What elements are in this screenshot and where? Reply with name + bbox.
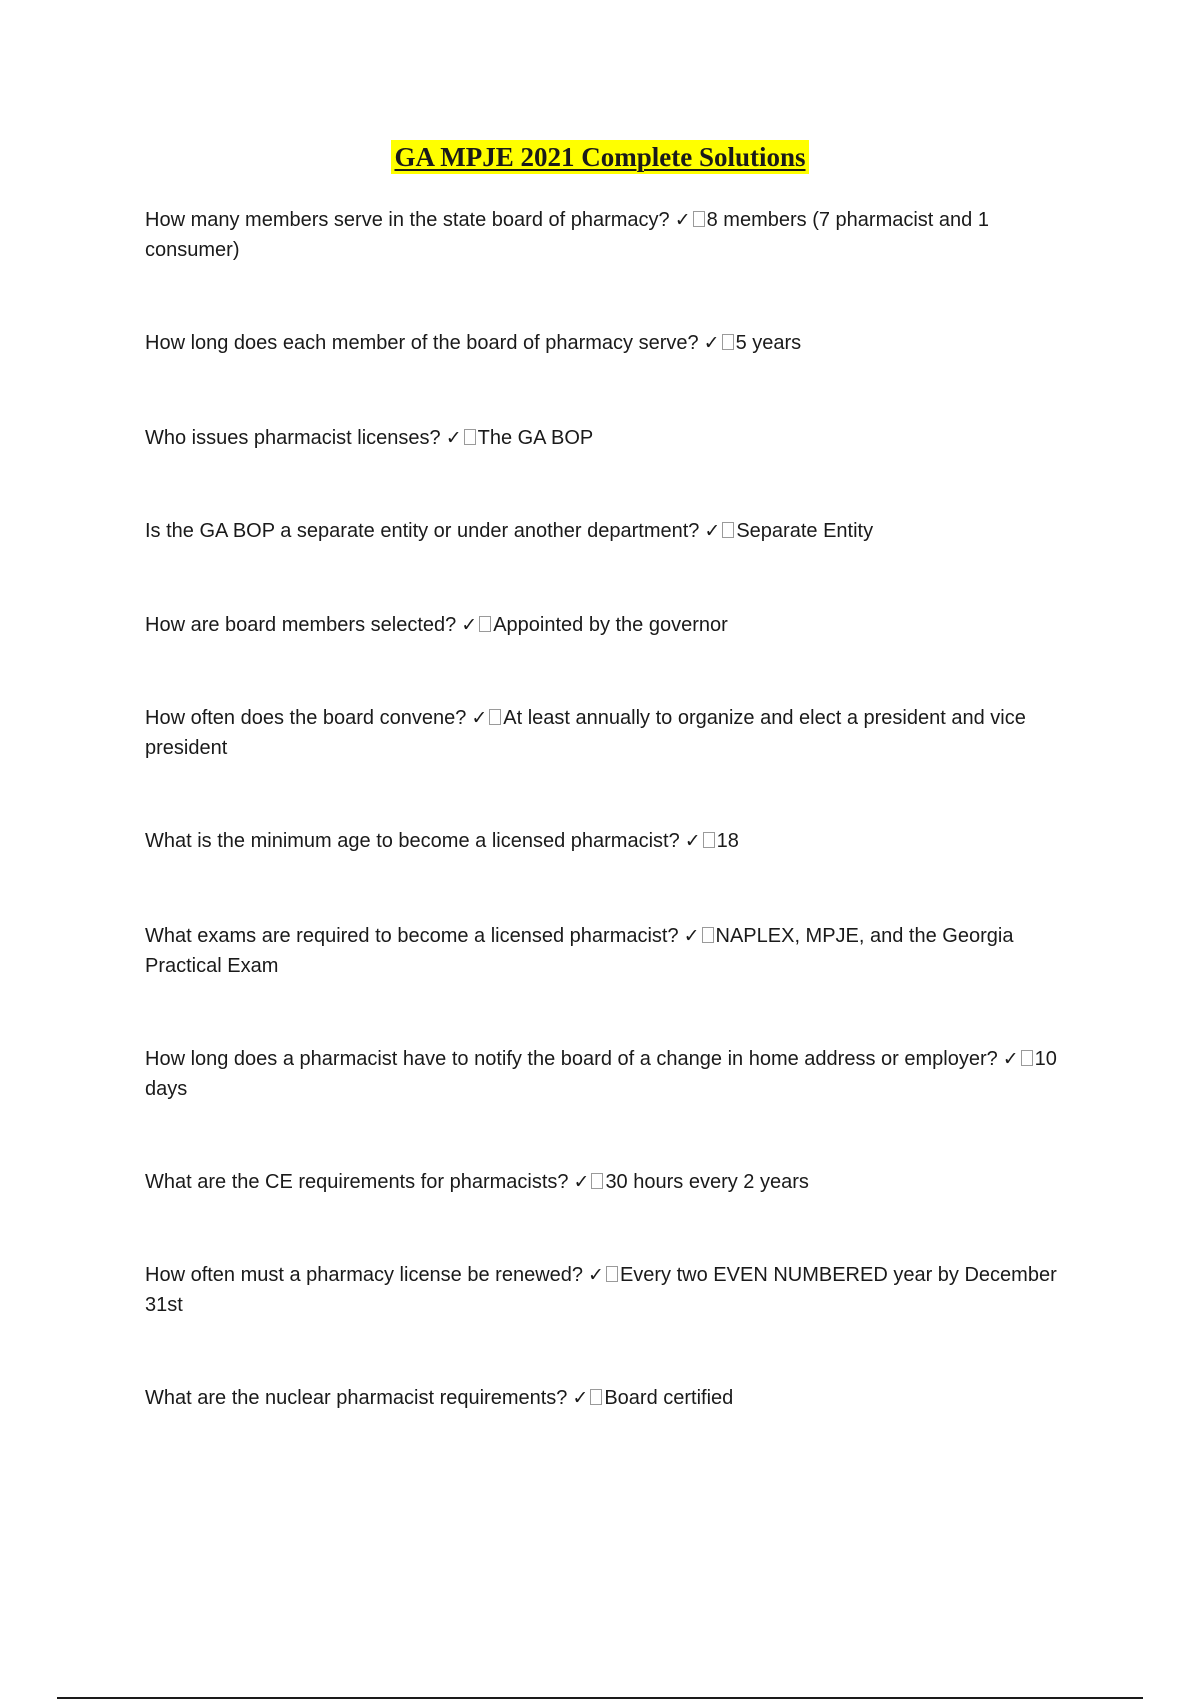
qa-item [145, 1260, 1085, 1320]
question-text: How many members serve in the state board of pharmacy? [145, 209, 670, 231]
document-title: GA MPJE 2021 Complete Solutions [391, 140, 808, 174]
check-icon: ✓ [471, 707, 488, 729]
question-text: Who issues pharmacist licenses? [145, 427, 441, 449]
question-text: How often must a pharmacy license be renewed? [145, 1264, 584, 1286]
question-text: How are board members selected? [145, 614, 457, 636]
answer-text: NAPLEX, MPJE, and the Georgia Practical Exam [145, 925, 1014, 977]
question-text: What are the CE requirements for pharmacists? [145, 1171, 569, 1193]
qa-item [145, 1044, 1085, 1104]
box-icon [722, 334, 734, 350]
question-text: What exams are required to become a licensed pharmacist? [145, 925, 679, 947]
qa-item [145, 423, 1085, 453]
check-icon: ✓ [683, 925, 700, 947]
box-icon [489, 709, 501, 725]
qa-item [145, 703, 1085, 763]
footer-divider [57, 1697, 1143, 1699]
answer-text: Appointed by the governor [493, 614, 728, 636]
check-icon: ✓ [684, 830, 701, 852]
box-icon [722, 522, 734, 538]
check-icon: ✓ [573, 1171, 590, 1193]
check-icon: ✓ [572, 1387, 589, 1409]
check-icon: ✓ [461, 614, 478, 636]
qa-item [145, 328, 1085, 358]
qa-item [145, 516, 1085, 546]
question-text: Is the GA BOP a separate entity or under another department? [145, 520, 700, 542]
answer-text: The GA BOP [477, 427, 594, 449]
box-icon [702, 927, 714, 943]
qa-item [145, 610, 1085, 640]
question-text: How long does a pharmacist have to notify the board of a change in home address or employer? [145, 1048, 998, 1070]
check-icon: ✓ [703, 332, 720, 354]
check-icon: ✓ [674, 209, 691, 231]
qa-item [145, 826, 1085, 856]
answer-text: 18 [716, 830, 739, 852]
box-icon [590, 1389, 602, 1405]
check-icon: ✓ [588, 1264, 604, 1286]
answer-text: Separate Entity [736, 520, 874, 542]
check-icon: ✓ [1002, 1048, 1019, 1070]
qa-item [145, 1383, 1085, 1413]
check-icon: ✓ [704, 520, 721, 542]
box-icon [693, 211, 705, 227]
box-icon [703, 832, 715, 848]
answer-text: Every two EVEN NUMBERED year by December 31st [145, 1264, 1057, 1316]
box-icon [591, 1173, 603, 1189]
qa-item [145, 1167, 1085, 1197]
answer-text: 8 members (7 pharmacist and 1 consumer) [145, 209, 989, 261]
box-icon [1021, 1050, 1033, 1066]
answer-text: 10 days [145, 1048, 1057, 1100]
answer-text: At least annually to organize and elect a president and vice president [145, 707, 1026, 759]
title-container [0, 140, 1200, 174]
check-icon: ✓ [445, 427, 462, 449]
qa-item [145, 205, 1085, 265]
answer-text: 5 years [735, 332, 802, 354]
answer-text: 30 hours every 2 years [605, 1171, 809, 1193]
qa-item [145, 921, 1085, 981]
box-icon [606, 1266, 618, 1282]
box-icon [464, 429, 476, 445]
question-text: How often does the board convene? [145, 707, 467, 729]
answer-text: Board certified [604, 1387, 734, 1409]
box-icon [479, 616, 491, 632]
question-text: What is the minimum age to become a licensed pharmacist? [145, 830, 680, 852]
question-text: What are the nuclear pharmacist requirements? [145, 1387, 568, 1409]
question-text: How long does each member of the board of pharmacy serve? [145, 332, 699, 354]
